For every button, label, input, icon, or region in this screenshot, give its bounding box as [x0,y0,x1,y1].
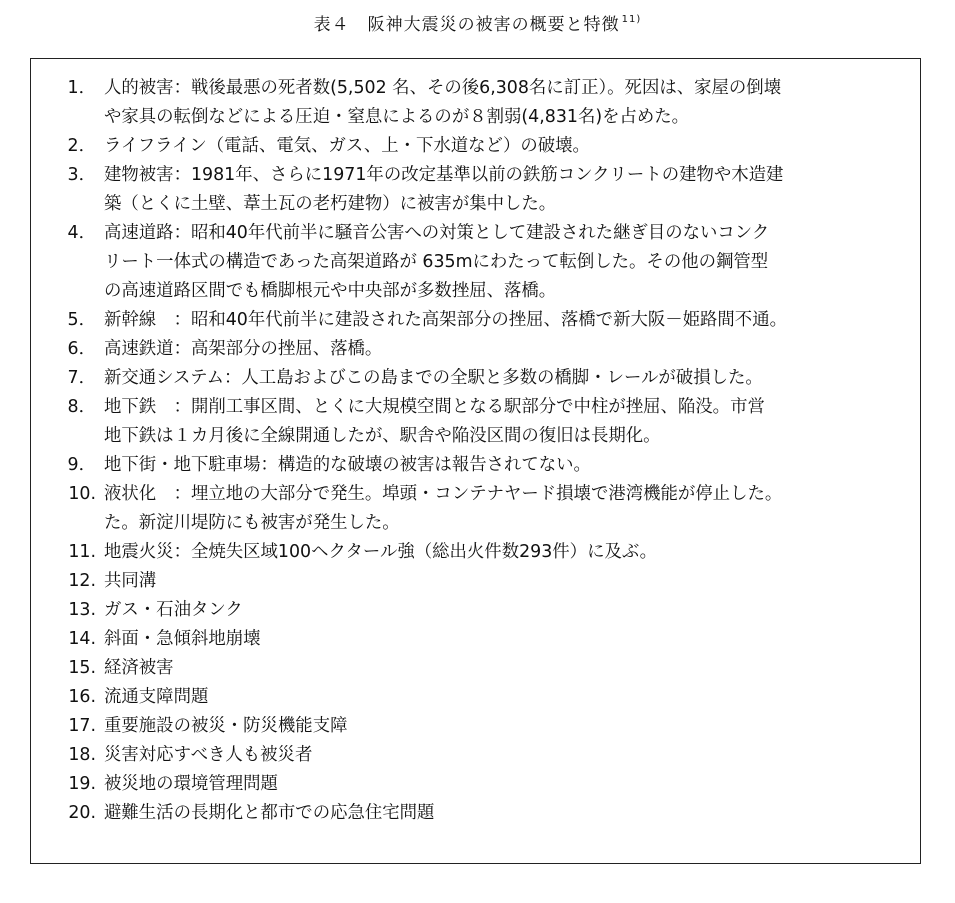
item-text-line: 新交通システム：人工島およびこの島までの全駅と多数の橋脚・レールが破損した。 [104,368,763,388]
item-number: 11. [68,542,96,562]
list-item [58,567,918,596]
list-item [58,625,918,654]
item-text [104,219,769,306]
item-text-line: 経済被害 [104,658,174,678]
item-text [104,770,278,799]
item-number: 1． [67,78,96,98]
item-text [104,480,782,538]
list-item [58,393,918,451]
item-number: 9． [67,455,96,475]
item-text [104,596,243,625]
item-text-line: 地下鉄 ：開削工事区間、とくに大規模空間となる駅部分で中柱が挫屈、陥没。市営 [104,397,765,417]
list-item [58,364,918,393]
table-caption [0,10,955,35]
list-item [58,451,918,480]
item-text-line: リート一体式の構造であった高架道路が 635mにわたって転倒した。その他の鋼管型 [104,252,769,272]
item-text [104,393,765,451]
item-number: 17. [68,716,96,736]
item-text [104,654,174,683]
list-item [58,538,918,567]
item-text-line: 共同溝 [104,571,157,591]
list-item [58,132,918,161]
list-item [58,770,918,799]
item-number: 20. [68,803,96,823]
item-text-line: 斜面・急傾斜地崩壊 [104,629,261,649]
list-item [58,683,918,712]
item-text-line: 高速道路：昭和40年代前半に騒音公害への対策として建設された継ぎ目のないコンク [104,223,770,243]
item-text-line: 重要施設の被災・防災機能支障 [104,716,348,736]
list-item [58,161,918,219]
item-text-line: の高速道路区間でも橋脚根元や中央部が多数挫屈、落橋。 [104,281,557,301]
item-text [104,74,781,132]
item-text [104,538,657,567]
list-item [58,596,918,625]
item-number: 8． [67,397,96,417]
table-title: 阪神大震災の被害の概要と特徴 [367,15,620,35]
list-item [58,219,918,306]
item-text-line: 新幹線 ：昭和40年代前半に建設された高架部分の挫屈、落橋で新大阪－姫路間不通。 [104,310,787,330]
item-text-line: ガス・石油タンク [104,600,243,620]
item-text-line: 人的被害：戦後最悪の死者数(5,502 名、その後6,308名に訂正）。死因は、家屋の倒壊 [104,78,782,98]
damage-list [58,74,918,828]
item-text-line: 被災地の環境管理問題 [104,774,278,794]
item-text-line: ライフライン（電話、電気、ガス、上・下水道など）の破壊。 [104,136,590,156]
item-text-line: や家具の転倒などによる圧迫・窒息によるのが８割弱(4,831名)を占めた。 [104,107,690,127]
item-text-line: 災害対応すべき人も被災者 [104,745,313,765]
item-text-line: 築（とくに土壁、葦土瓦の老朽建物）に被害が集中した。 [104,194,557,214]
list-item [58,335,918,364]
item-text-line: 避難生活の長期化と都市での応急住宅問題 [104,803,435,823]
item-number: 4． [67,223,96,243]
item-text [104,567,156,596]
item-number: 5． [67,310,96,330]
item-text-line: 高速鉄道：高架部分の挫屈、落橋。 [104,339,383,359]
item-text-line: 地震火災：全焼失区域100ヘクタール強（総出火件数293件）に及ぶ。 [104,542,657,562]
table-label: 表４ [313,15,350,35]
item-text-line: 流通支障問題 [104,687,209,707]
list-item [58,741,918,770]
item-number: 6． [67,339,96,359]
item-text [104,161,783,219]
item-number: 7． [67,368,96,388]
item-text-line: 地下鉄は１カ月後に全線開通したが、駅舎や陥没区間の復旧は長期化。 [104,426,661,446]
item-number: 2． [67,136,96,156]
item-number: 10. [68,484,96,504]
item-text [104,451,591,480]
reference-superscript: 11) [621,14,642,25]
item-number: 12. [68,571,96,591]
item-number: 18. [68,745,96,765]
item-number: 16. [68,687,96,707]
list-item [58,306,918,335]
list-item [58,74,918,132]
item-text [104,335,382,364]
item-text [104,306,787,335]
item-text [104,132,590,161]
item-text-line: 液状化 ：埋立地の大部分で発生。埠頭・コンテナヤード損壊で港湾機能が停止した。 [104,484,783,504]
item-text [104,625,261,654]
item-number: 13. [68,600,96,620]
item-text [104,799,434,828]
item-text-line: 建物被害：1981年、さらに1971年の改定基準以前の鉄筋コンクリートの建物や木造建 [104,165,784,185]
item-text [104,683,208,712]
list-item [58,799,918,828]
list-item [58,712,918,741]
item-number: 3． [67,165,96,185]
item-number: 19. [68,774,96,794]
list-item [58,480,918,538]
list-item [58,654,918,683]
item-number: 15. [68,658,96,678]
item-text [104,741,312,770]
item-text-line: た。新淀川堤防にも被害が発生した。 [104,513,400,533]
item-text-line: 地下街・地下駐車場：構造的な破壊の被害は報告されてない。 [104,455,591,475]
item-number: 14. [68,629,96,649]
item-text [104,364,763,393]
item-text [104,712,347,741]
